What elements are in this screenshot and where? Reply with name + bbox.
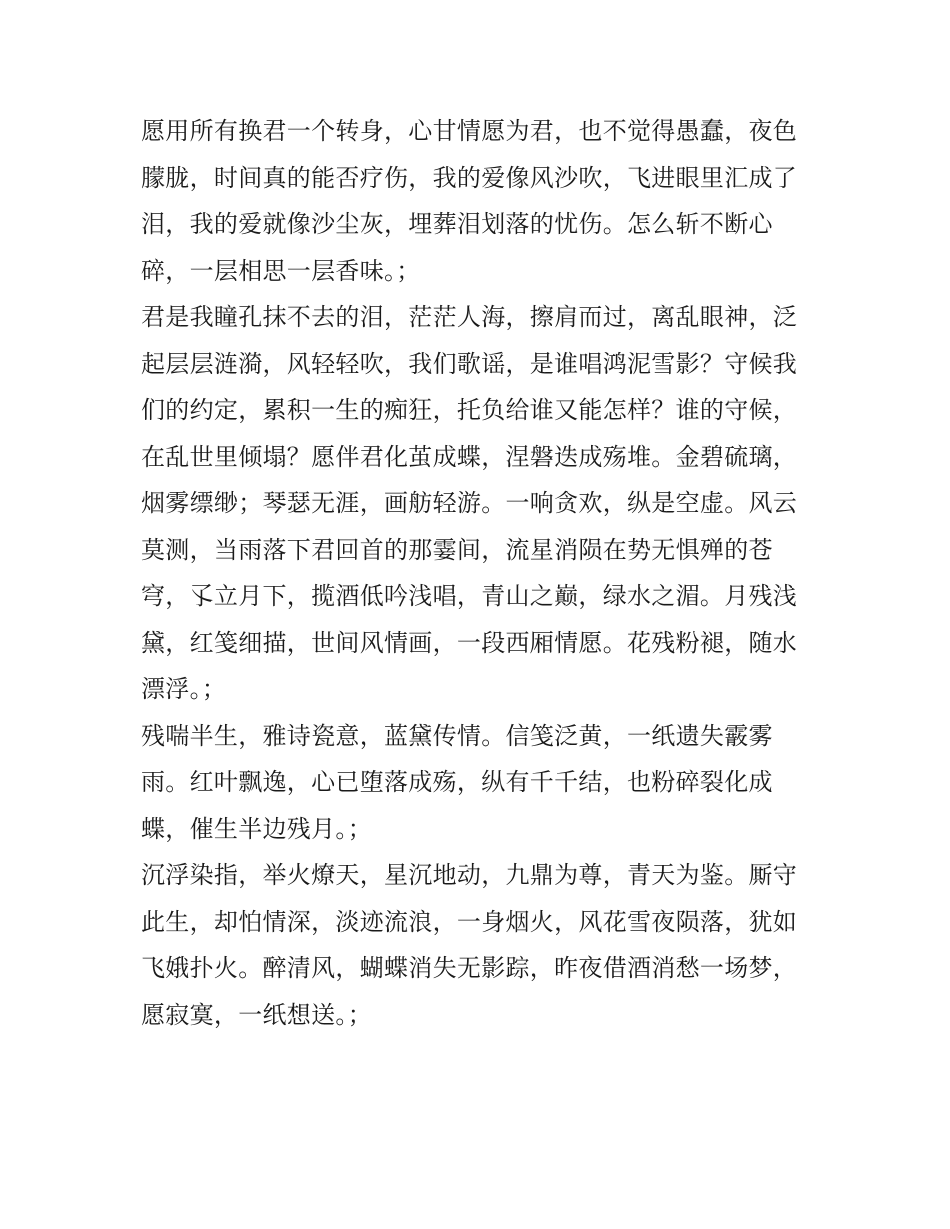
text-line: 莫测，当雨落下君回首的那霎间，流星消陨在势无惧殚的苍 (141, 535, 773, 564)
text-line: 沉浮染指，举火燎天，星沉地动，九鼎为尊，青天为鉴。厮守 (141, 861, 798, 889)
text-line: 在乱世里倾塌？愿伴君化茧成蝶，涅磐迭成殇堆。金碧硫璃， (141, 442, 798, 471)
text-line: 泪，我的爱就像沙尘灰，埋葬泪划落的忧伤。怎么斩不断心 (141, 210, 773, 238)
text-line: 飞娥扑火。醉清风，蝴蝶消失无影踪，昨夜借酒消愁一场梦， (141, 954, 798, 982)
document-body (141, 108, 817, 1038)
paragraph-2 (141, 294, 817, 713)
text-line: 愿寂寞，一纸想送。； (141, 1000, 372, 1029)
paragraph-1 (141, 108, 817, 294)
paragraph-3 (141, 713, 817, 853)
paragraph-4 (141, 852, 817, 1038)
text-line: 朦胧，时间真的能否疗伤，我的爱像风沙吹，飞进眼里汇成了 (141, 163, 798, 192)
text-line: 碎，一层相思一层香味。； (141, 256, 421, 285)
text-line: 残喘半生，雅诗瓷意，蓝黛传情。信笺泛黄，一纸遗失霰雾 (141, 721, 773, 750)
text-line: 漂浮。； (141, 675, 227, 703)
text-line: 穹，孓立月下，揽酒低吟浅唱，青山之巅，绿水之湄。月残浅 (141, 582, 798, 610)
text-line: 此生，却怕情深，淡迹流浪，一身烟火，风花雪夜陨落，犹如 (141, 907, 798, 936)
text-line: 黛，红笺细描，世间风情画，一段西厢情愿。花残粉褪，随水 (141, 628, 798, 657)
text-line: 起层层涟漪，风轻轻吹，我们歌谣，是谁唱鸿泥雪影？守候我 (141, 349, 798, 378)
text-line: 雨。红叶飘逸，心已堕落成殇，纵有千千结，也粉碎裂化成 (141, 768, 773, 796)
text-line: 烟雾缥缈；琴瑟无涯，画舫轻游。一响贪欢，纵是空虚。风云 (141, 489, 798, 517)
text-line: 愿用所有换君一个转身，心甘情愿为君，也不觉得愚蠢，夜色 (141, 117, 798, 145)
text-line: 们的约定，累积一生的痴狂，托负给谁又能怎样？谁的守候， (141, 396, 798, 424)
text-line: 君是我瞳孔抹不去的泪，茫茫人海，擦肩而过，离乱眼神，泛 (141, 303, 798, 331)
text-line: 蝶，催生半边残月。； (141, 814, 372, 843)
